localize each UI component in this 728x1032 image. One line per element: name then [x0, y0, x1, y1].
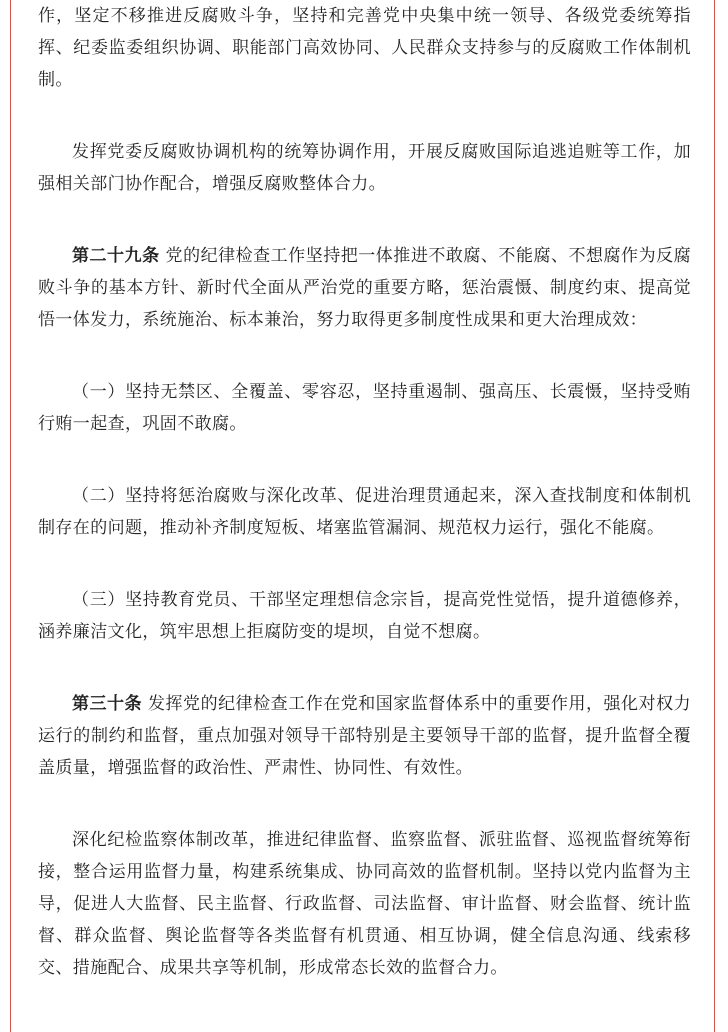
article-30-text: 发挥党的纪律检查工作在党和国家监督体系中的重要作用，强化对权力运行的制约和监督，重点加强对领导干部特别是主要领导干部的监督，提升监督全覆盖质量，增强监督的政治性、严肃性、协同性、有效性。	[38, 694, 691, 778]
item-three: （三）坚持教育党员、干部坚定理想信念宗旨，提高党性觉悟，提升道德修养，涵养廉洁文化，筑牢思想上拒腐防变的堤坝，自觉不想腐。	[38, 590, 691, 642]
article-29	[38, 240, 691, 336]
article-30-label: 第三十条	[72, 694, 143, 714]
item-one: （一）坚持无禁区、全覆盖、零容忍，坚持重遏制、强高压、长震慑，坚持受贿行贿一起查，巩固不敢腐。	[38, 382, 691, 434]
paragraph-coordination: 发挥党委反腐败协调机构的统筹协调作用，开展反腐败国际追逃追赃等工作，加强相关部门协作配合，增强反腐败整体合力。	[38, 142, 691, 194]
paragraph-continued: 作，坚定不移推进反腐败斗争，坚持和完善党中央集中统一领导、各级党委统筹指挥、纪委监委组织协调、职能部门高效协同、人民群众支持参与的反腐败工作体制机制。	[38, 6, 691, 90]
article-29-text: 党的纪律检查工作坚持把一体推进不敢腐、不能腐、不想腐作为反腐败斗争的基本方针、新时代全面从严治党的重要方略，惩治震慑、制度约束、提高觉悟一体发力，系统施治、标本兼治，努力取得更多制度性成果和更大治理成效：	[38, 246, 692, 330]
document-body	[38, 0, 691, 984]
article-30	[38, 688, 691, 784]
paragraph-supervision-reform: 深化纪检监察体制改革，推进纪律监督、监察监督、派驻监督、巡视监督统筹衔接，整合运用监督力量，构建系统集成、协同高效的监督机制。坚持以党内监督为主导，促进人大监督、民主监督、行政监督、司法监督、审计监督、财会监督、统计监督、群众监督、舆论监督等各类监督有机贯通、相互协调，健全信息沟通、线索移交、措施配合、成果共享等机制，形成常态长效的监督合力。	[38, 830, 691, 978]
article-29-label: 第二十九条	[72, 246, 160, 266]
item-two: （二）坚持将惩治腐败与深化改革、促进治理贯通起来，深入查找制度和体制机制存在的问题，推动补齐制度短板、堵塞监管漏洞、规范权力运行，强化不能腐。	[38, 486, 691, 538]
